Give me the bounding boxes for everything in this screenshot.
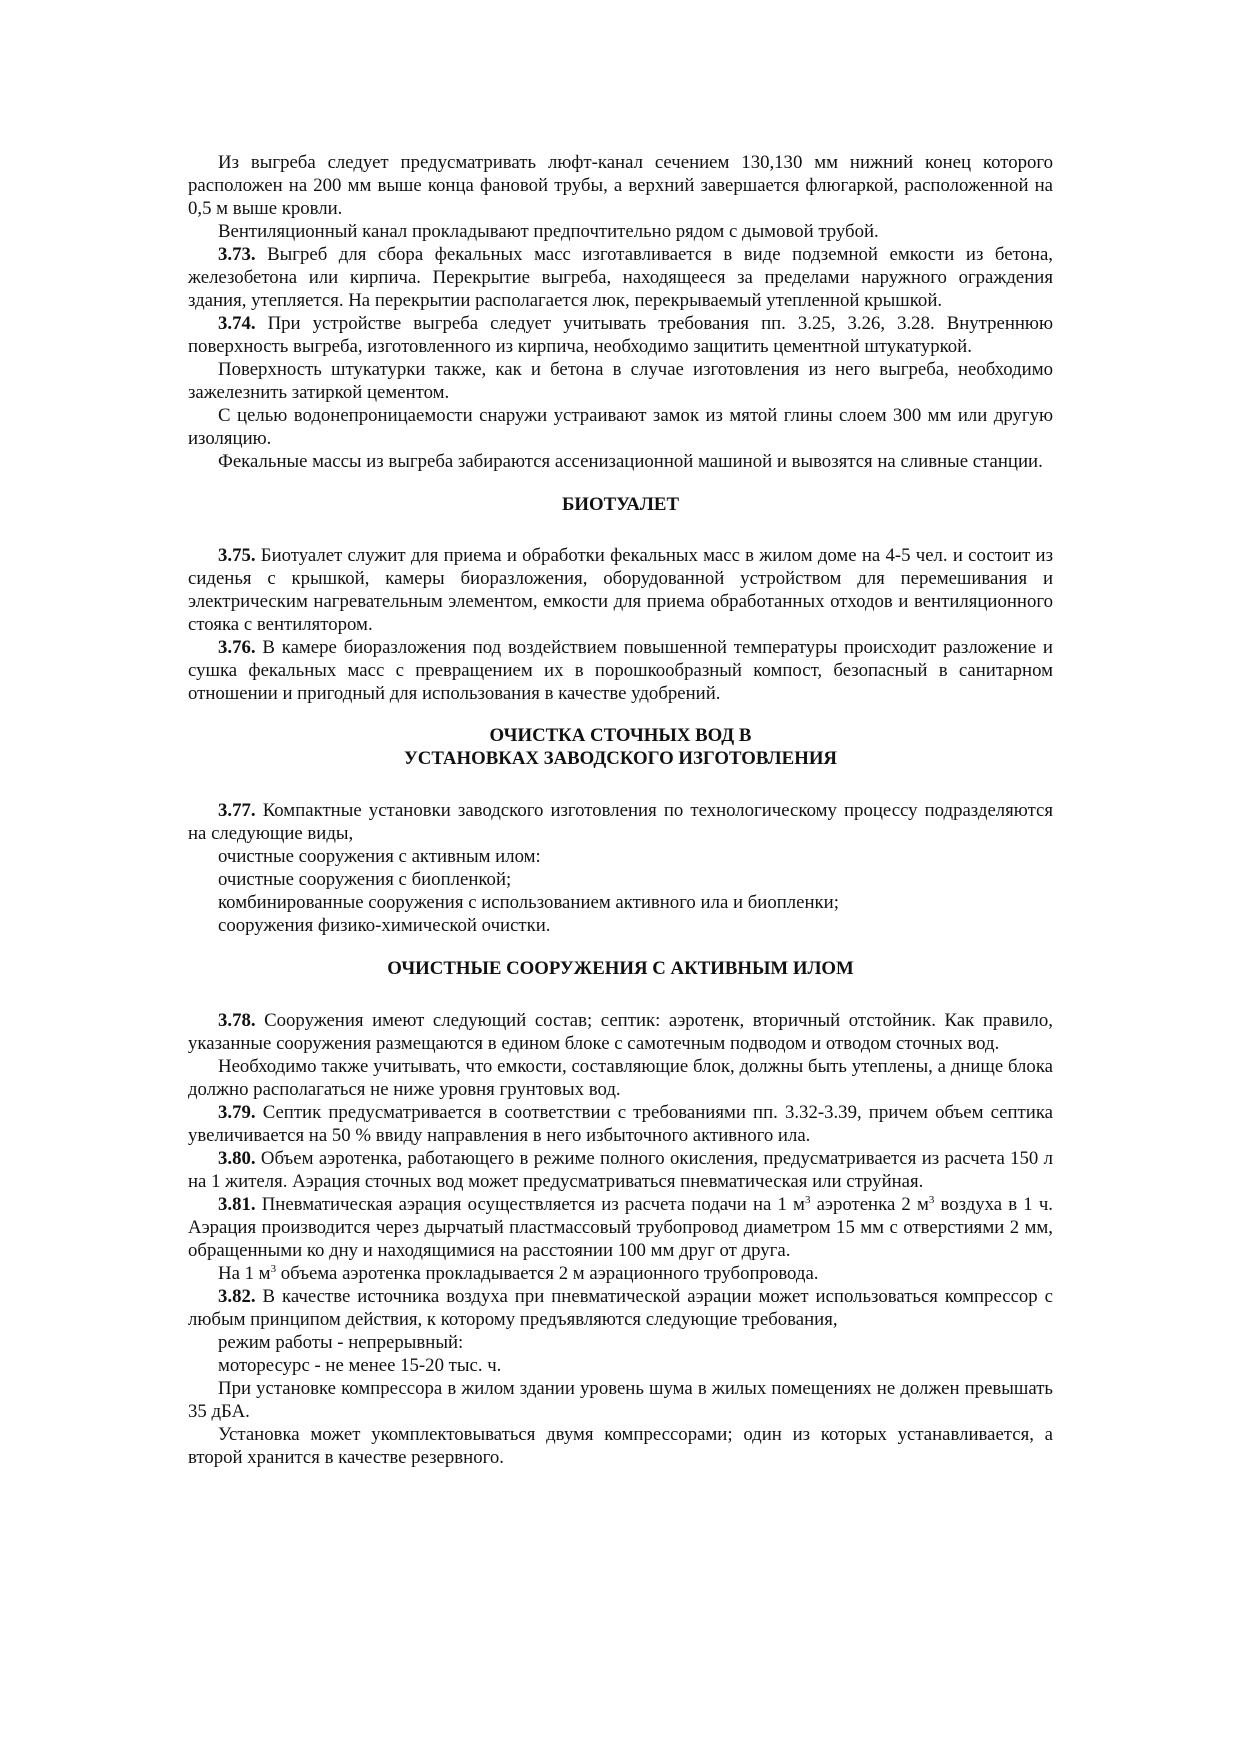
paragraph-3-79 [188, 1101, 1053, 1147]
clause-number: 3.77. [218, 800, 256, 821]
clause-number: 3.75. [218, 545, 256, 566]
paragraph: Установка может укомплектовываться двумя компрессорами; один из которых устанавливается, а второй хранится в качестве резервного. [188, 1424, 1053, 1468]
clause-number: 3.76. [218, 637, 256, 658]
clause-text: Выгреб для сбора фекальных масс изготавливается в виде подземной емкости из бетона, железобетона или кирпича. Перекрытие выгреба, находящееся за пределами наружного ограждения здания, утепляется. На перекрытии располагается люк, перекрываемый утепленной крышкой. [188, 244, 1053, 311]
clause-text: Септик предусматривается в соответствии с требованиями пп. 3.32-3.39, причем объем септика увеличивается на 50 % ввиду направления в него избыточного активного ила. [188, 1102, 1053, 1146]
paragraph-3-82 [188, 1285, 1053, 1331]
text: объема аэротенка прокладывается 2 м аэрационного трубопровода. [276, 1263, 819, 1284]
paragraph-3-77 [188, 799, 1053, 845]
text: На 1 м [218, 1263, 271, 1284]
clause-number: 3.81. [218, 1194, 256, 1215]
paragraph: Поверхность штукатурки также, как и бетона в случае изготовления из него выгреба, необходимо зажелезнить затиркой цементом. [188, 359, 1053, 403]
paragraph-3-75 [188, 544, 1053, 636]
superscript: 3 [804, 1194, 811, 1206]
clause-text: аэротенка 2 м [810, 1194, 929, 1215]
paragraph-3-74 [188, 312, 1053, 358]
paragraph-3-78 [188, 1009, 1053, 1055]
paragraph: Фекальные массы из выгреба забираются ассенизационной машиной и вывозятся на сливные станции. [218, 451, 1043, 472]
clause-text: В камере биоразложения под воздействием повышенной температуры происходит разложение и сушка фекальных масс с превращением их в порошкообразный компост, безопасный в санитарном отношении и пригодный для использования в качестве удобрений. [188, 637, 1053, 704]
paragraph-3-80 [188, 1147, 1053, 1193]
section-heading-biotoilet: БИОТУАЛЕТ [562, 494, 679, 515]
paragraph: При установке компрессора в жилом здании уровень шума в жилых помещениях не должен превышать 35 дБА. [188, 1378, 1053, 1422]
superscript: 3 [270, 1263, 277, 1275]
clause-number: 3.74. [218, 313, 256, 334]
paragraph: Из выгреба следует предусматривать люфт-канал сечением 130,130 мм нижний конец которого расположен на 200 мм выше конца фановой трубы, а верхний завершается флюгаркой, расположенной на 0,5 м выше кровли. [188, 152, 1053, 219]
paragraph: Необходимо также учитывать, что емкости, составляющие блок, должны быть утеплены, а днище блока должно располагаться не ниже уровня грунтовых вод. [188, 1056, 1053, 1100]
clause-text: В качестве источника воздуха при пневматической аэрации может использоваться компрессор с любым принципом действия, к которому предъявляются следующие требования, [188, 1286, 1053, 1330]
clause-number: 3.82. [218, 1286, 256, 1307]
clause-number: 3.73. [218, 244, 256, 265]
clause-text: Компактные установки заводского изготовления по технологическому процессу подразделяются на следующие виды, [188, 800, 1053, 844]
clause-number: 3.80. [218, 1148, 256, 1169]
clause-text: При устройстве выгреба следует учитывать требования пп. 3.25, 3.26, 3.28. Внутреннюю поверхность выгреба, изготовленного из кирпича, необходимо защитить цементной штукатуркой. [188, 313, 1053, 357]
superscript: 3 [928, 1194, 935, 1206]
section-heading-active-sludge: ОЧИСТНЫЕ СООРУЖЕНИЯ С АКТИВНЫМ ИЛОМ [387, 958, 854, 979]
clause-text: воздуха в 1 ч. Аэрация производится через дырчатый пластмассовый трубопровод диаметром 15 мм с отверстиями 2 мм, обращенными ко дну и находящимися на расстоянии 100 мм друг от друга. [188, 1194, 1053, 1261]
list-item: комбинированные сооружения с использованием активного ила и биопленки; [218, 892, 839, 913]
section-heading-line-1: ОЧИСТКА СТОЧНЫХ ВОД В [489, 725, 752, 746]
clause-number: 3.78. [218, 1010, 256, 1031]
paragraph: Вентиляционный канал прокладывают предпочтительно рядом с дымовой трубой. [218, 221, 879, 242]
paragraph [188, 1262, 1053, 1285]
paragraph-3-76 [188, 636, 1053, 705]
list-item: очистные сооружения с биопленкой; [218, 869, 512, 890]
clause-number: 3.79. [218, 1102, 256, 1123]
list-item: очистные сооружения с активным илом: [218, 846, 541, 867]
paragraph-3-73 [188, 243, 1053, 312]
clause-text: Объем аэротенка, работающего в режиме полного окисления, предусматривается из расчета 150 л на 1 жителя. Аэрация сточных вод может предусматриваться пневматическая или струйная. [188, 1148, 1053, 1192]
clause-text: Биотуалет служит для приема и обработки фекальных масс в жилом доме на 4-5 чел. и состоит из сиденья с крышкой, камеры биоразложения, оборудованной устройством для перемешивания и электрическим нагревательным элементом, емкости для приема обработанных отходов и вентиляционного стояка с вентилятором. [188, 545, 1053, 635]
list-item: моторесурс - не менее 15-20 тыс. ч. [218, 1355, 502, 1376]
clause-text: Сооружения имеют следующий состав; септик: аэротенк, вторичный отстойник. Как правило, указанные сооружения размещаются в едином блоке с самотечным подводом и отводом сточных вод. [188, 1010, 1053, 1054]
document-page [188, 151, 1053, 1469]
list-item: режим работы - непрерывный: [218, 1332, 464, 1353]
section-heading-line-2: УСТАНОВКАХ ЗАВОДСКОГО ИЗГОТОВЛЕНИЯ [403, 748, 837, 769]
list-item: сооружения физико-химической очистки. [218, 915, 551, 936]
clause-text: Пневматическая аэрация осуществляется из расчета подачи на 1 м [255, 1194, 805, 1215]
paragraph-3-81 [188, 1193, 1053, 1262]
paragraph: С целью водонепроницаемости снаружи устраивают замок из мятой глины слоем 300 мм или другую изоляцию. [188, 405, 1053, 449]
